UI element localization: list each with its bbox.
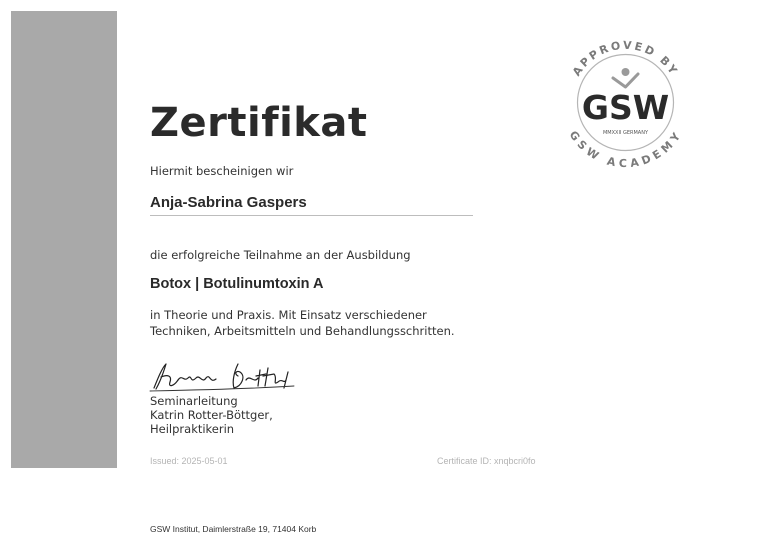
seal-bottom-text: GSW ACADEMY	[566, 128, 685, 171]
seal-top-text: APPROVED BY	[570, 38, 681, 79]
signatory-name: Katrin Rotter-Böttger,	[150, 408, 273, 422]
issued-date: Issued: 2025-05-01	[150, 456, 228, 466]
seal-subtitle: MMXXII GERMANY	[602, 130, 649, 136]
signature-image	[148, 358, 298, 394]
intro-text: Hiermit bescheinigen wir	[150, 164, 294, 178]
description-line: Techniken, Arbeitsmitteln und Behandlungsschritten.	[150, 324, 455, 338]
participation-text: die erfolgreiche Teilnahme an der Ausbildung	[150, 248, 411, 262]
certificate-id: Certificate ID: xnqbcri0fo	[437, 456, 536, 466]
signatory-title: Heilpraktikerin	[150, 422, 235, 436]
description-line: in Theorie und Praxis. Mit Einsatz verschiedener	[150, 308, 427, 322]
certificate-title: Zertifikat	[150, 100, 368, 146]
footer-address: GSW Institut, Daimlerstraße 19, 71404 Korb	[150, 524, 317, 534]
approval-seal	[553, 30, 698, 175]
signatory-role: Seminarleitung	[150, 394, 238, 408]
course-name: Botox | Botulinumtoxin A	[150, 276, 324, 292]
signature-block	[150, 394, 273, 436]
recipient-name: Anja-Sabrina Gaspers	[150, 194, 473, 216]
course-description	[150, 307, 490, 339]
seal-logo-text: GSW	[581, 88, 670, 127]
seal-figure-icon	[613, 68, 638, 87]
decorative-side-bar	[11, 11, 117, 468]
